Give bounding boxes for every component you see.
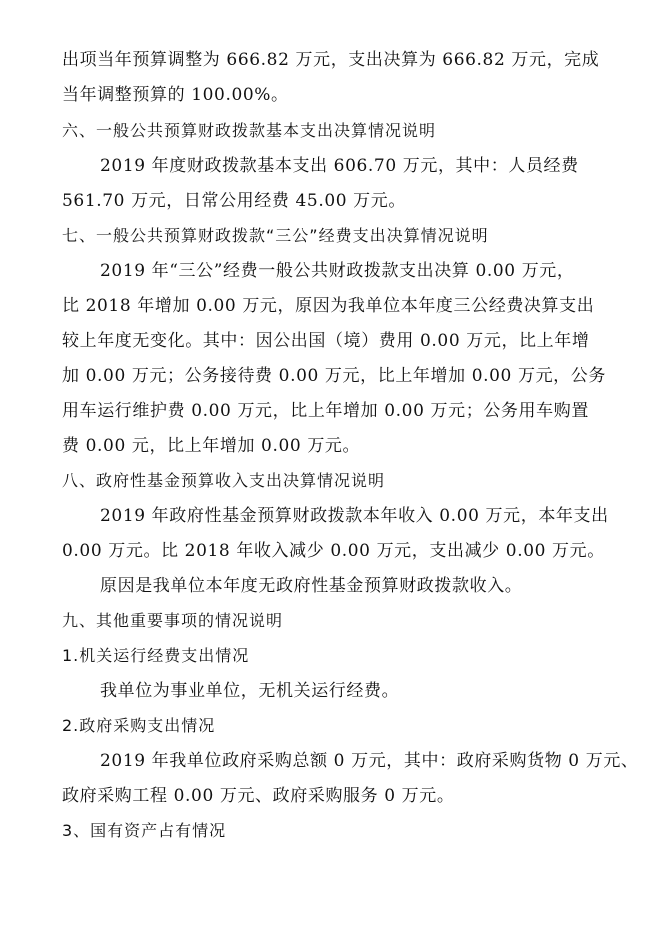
paragraph-line: 2019 年政府性基金预算财政拨款本年收入 0.00 万元，本年支出 [100,506,609,526]
paragraph-line: 2019 年度财政拨款基本支出 606.70 万元，其中：人员经费 [100,156,579,176]
section-heading-8: 八、政府性基金预算收入支出决算情况说明 [62,471,386,490]
paragraph-line: 加 0.00 万元；公务接待费 0.00 万元，比上年增加 0.00 万元，公务 [62,366,606,386]
paragraph-line: 政府采购工程 0.00 万元、政府采购服务 0 万元。 [62,786,455,806]
subsection-heading-2: 2.政府采购支出情况 [62,716,216,735]
paragraph-line: 2019 年我单位政府采购总额 0 万元，其中：政府采购货物 0 万元、 [100,751,639,771]
section-heading-6: 六、一般公共预算财政拨款基本支出决算情况说明 [62,121,437,140]
paragraph-line: 我单位为事业单位，无机关运行经费。 [100,681,400,701]
paragraph-line: 0.00 万元。比 2018 年收入减少 0.00 万元，支出减少 0.00 万元。 [62,541,605,561]
paragraph-line: 2019 年“三公”经费一般公共财政拨款支出决算 0.00 万元， [100,261,575,281]
paragraph-line: 用车运行维护费 0.00 万元，比上年增加 0.00 万元；公务用车购置 [62,401,589,421]
section-heading-7: 七、一般公共预算财政拨款“三公”经费支出决算情况说明 [62,226,489,245]
subsection-heading-1: 1.机关运行经费支出情况 [62,646,250,665]
paragraph-line: 出项当年预算调整为 666.82 万元，支出决算为 666.82 万元，完成 [62,50,600,70]
paragraph-line: 561.70 万元，日常公用经费 45.00 万元。 [62,191,406,211]
paragraph-line: 当年调整预算的 100.00%。 [62,85,289,105]
subsection-heading-3: 3、国有资产占有情况 [62,821,227,840]
paragraph-line: 原因是我单位本年度无政府性基金预算财政拨款收入。 [100,576,523,596]
section-heading-9: 九、其他重要事项的情况说明 [62,611,284,630]
paragraph-line: 费 0.00 元，比上年增加 0.00 万元。 [62,436,361,456]
paragraph-line: 较上年度无变化。其中：因公出国（境）费用 0.00 万元，比上年增 [62,331,590,351]
paragraph-line: 比 2018 年增加 0.00 万元，原因为我单位本年度三公经费决算支出 [62,296,595,316]
